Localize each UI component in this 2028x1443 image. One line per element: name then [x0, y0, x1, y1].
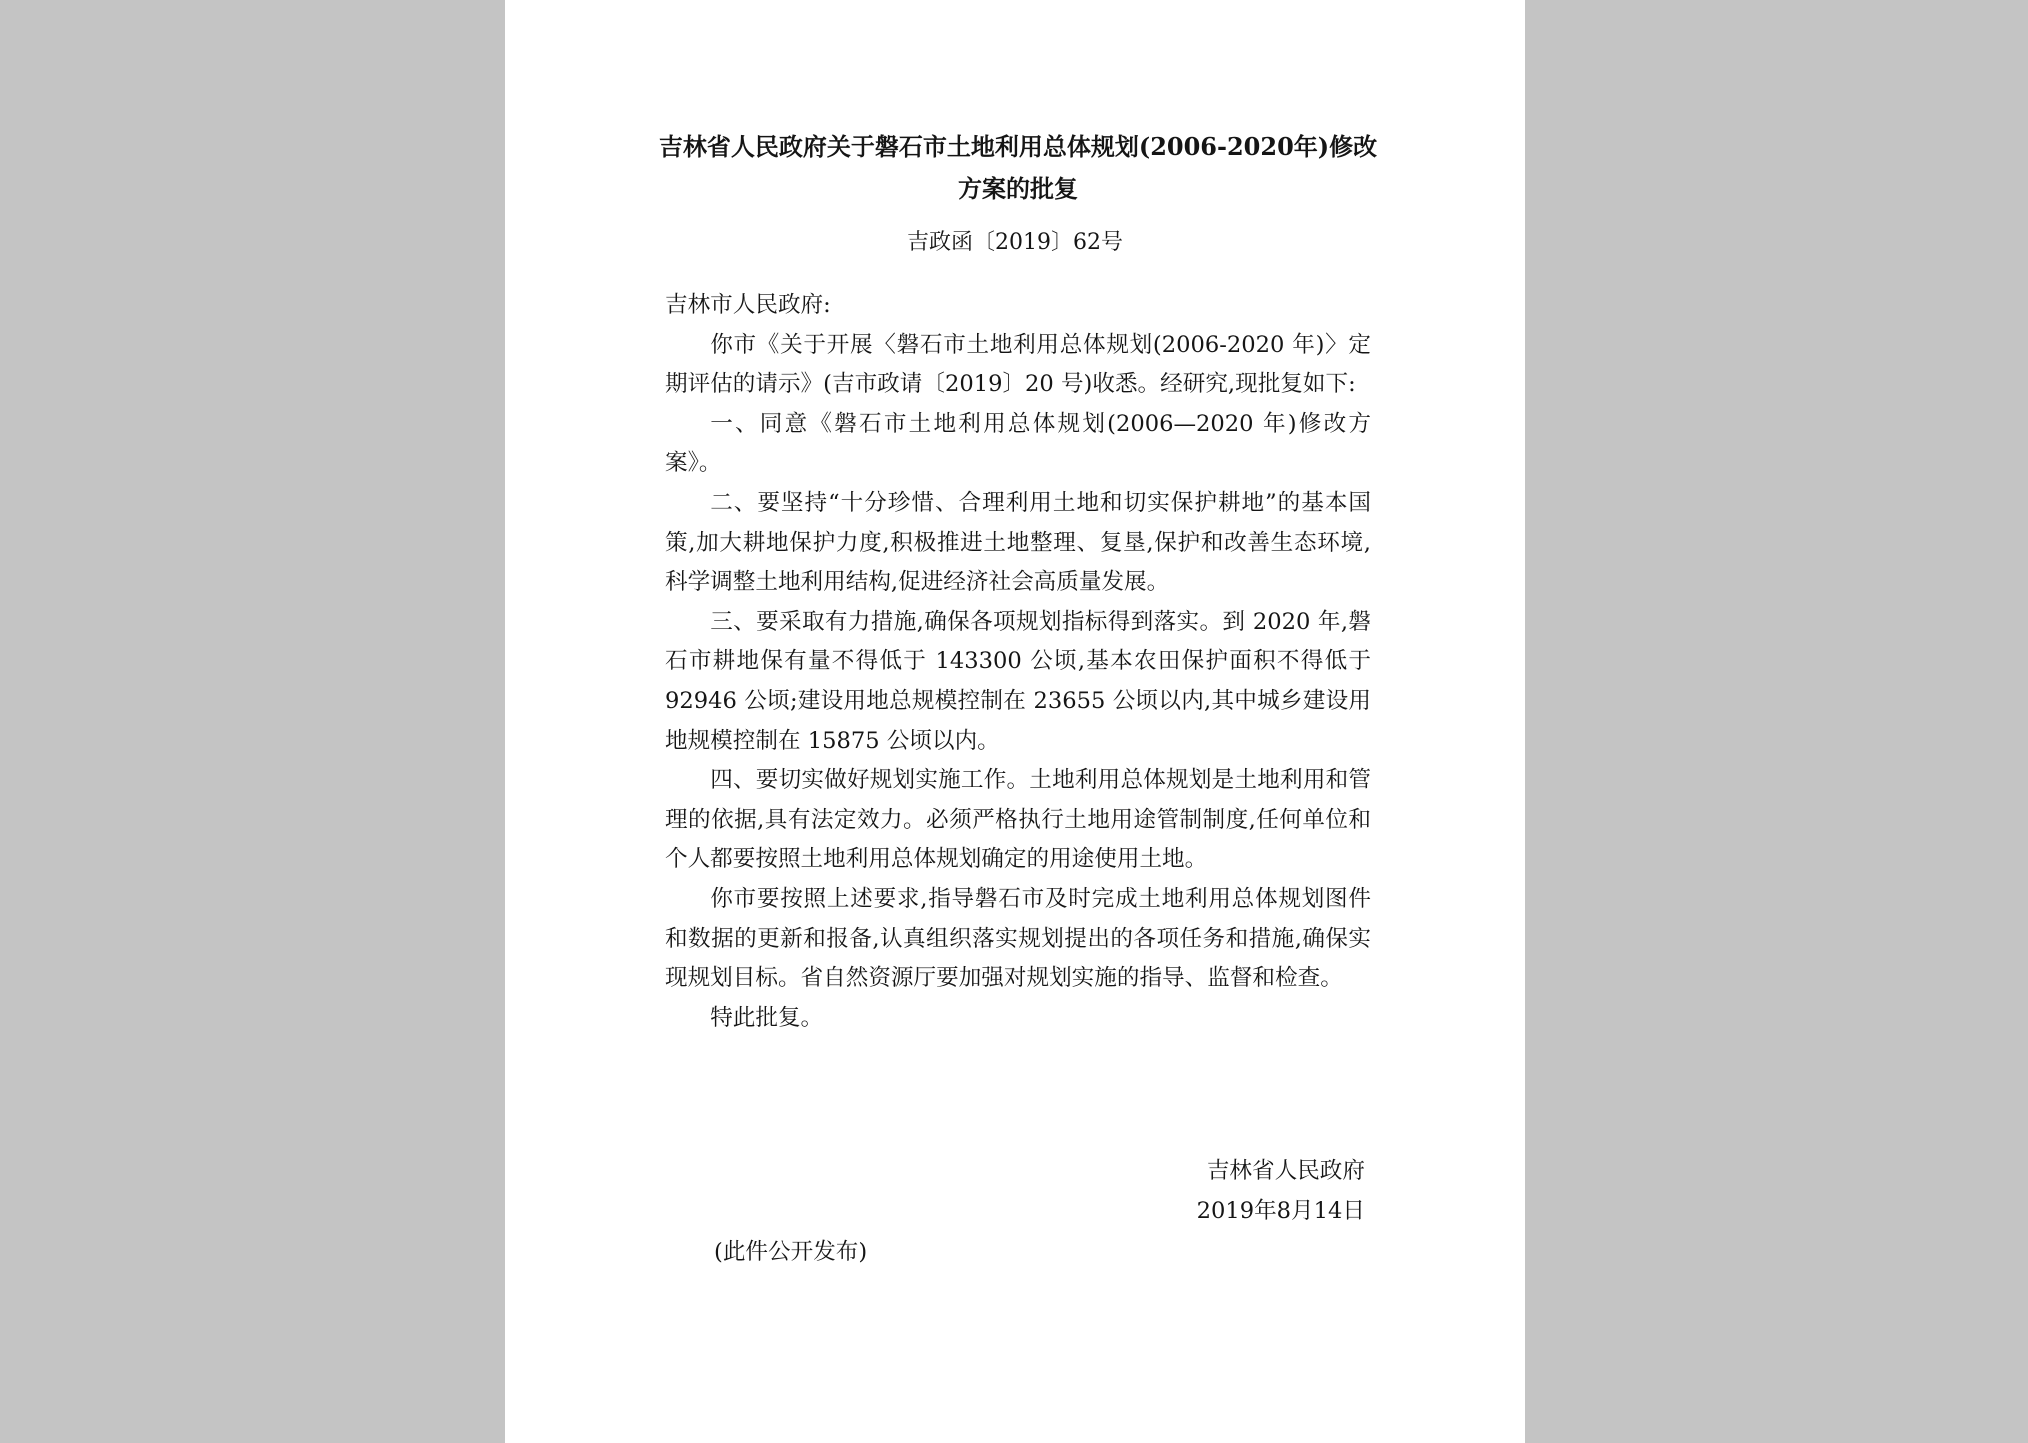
paragraph-reply-intro: 你市《关于开展〈磐石市土地利用总体规划(2006-2020 年)〉定期评估的请示》(吉市政请〔2019〕20 号)收悉。经研究,现批复如下:: [665, 331, 1371, 398]
salutation: 吉林市人民政府:: [665, 292, 831, 318]
signature-date: 2019年8月14日: [1196, 1197, 1365, 1224]
paragraph-item-3: 三、要采取有力措施,确保各项规划指标得到落实。到 2020 年,磐石市耕地保有量不得低于 143300 公顷,基本农田保护面积不得低于 92946 公顷;建设用地总规模控制在 23655 公顷以内,其中城乡建设用地规模控制在 15875 公顷以内。: [665, 608, 1371, 754]
publication-note: (此件公开发布): [714, 1239, 868, 1265]
paragraph-item-2: 二、要坚持“十分珍惜、合理利用土地和切实保护耕地”的基本国策,加大耕地保护力度,积极推进土地整理、复垦,保护和改善生态环境,科学调整土地利用结构,促进经济社会高质量发展。: [665, 489, 1371, 596]
document-number: 吉政函〔2019〕62号: [907, 230, 1123, 255]
paragraph-closing: 特此批复。: [710, 1004, 824, 1031]
document-page: [505, 0, 1525, 1443]
document-title: [625, 126, 1411, 210]
paragraph-item-4: 四、要切实做好规划实施工作。土地利用总体规划是土地利用和管理的依据,具有法定效力。必须严格执行土地用途管制制度,任何单位和个人都要按照土地利用总体规划确定的用途使用土地。: [665, 767, 1371, 873]
title-line-1: 吉林省人民政府关于磐石市土地利用总体规划(2006-2020年)修改: [658, 132, 1378, 161]
title-line-2: 方案的批复: [958, 174, 1078, 203]
paragraph-item-1: 一、同意《磐石市土地利用总体规划(2006—2020 年)修改方案》。: [665, 410, 1371, 477]
document-body: [665, 286, 1371, 1038]
signature-block: [1197, 1152, 1365, 1231]
paragraph-requirements: 你市要按照上述要求,指导磐石市及时完成土地利用总体规划图件和数据的更新和报备,认真组织落实规划提出的各项任务和措施,确保实现规划目标。省自然资源厅要加强对规划实施的指导、监督和检查。: [665, 885, 1371, 992]
signature-organization: 吉林省人民政府: [1206, 1158, 1365, 1184]
